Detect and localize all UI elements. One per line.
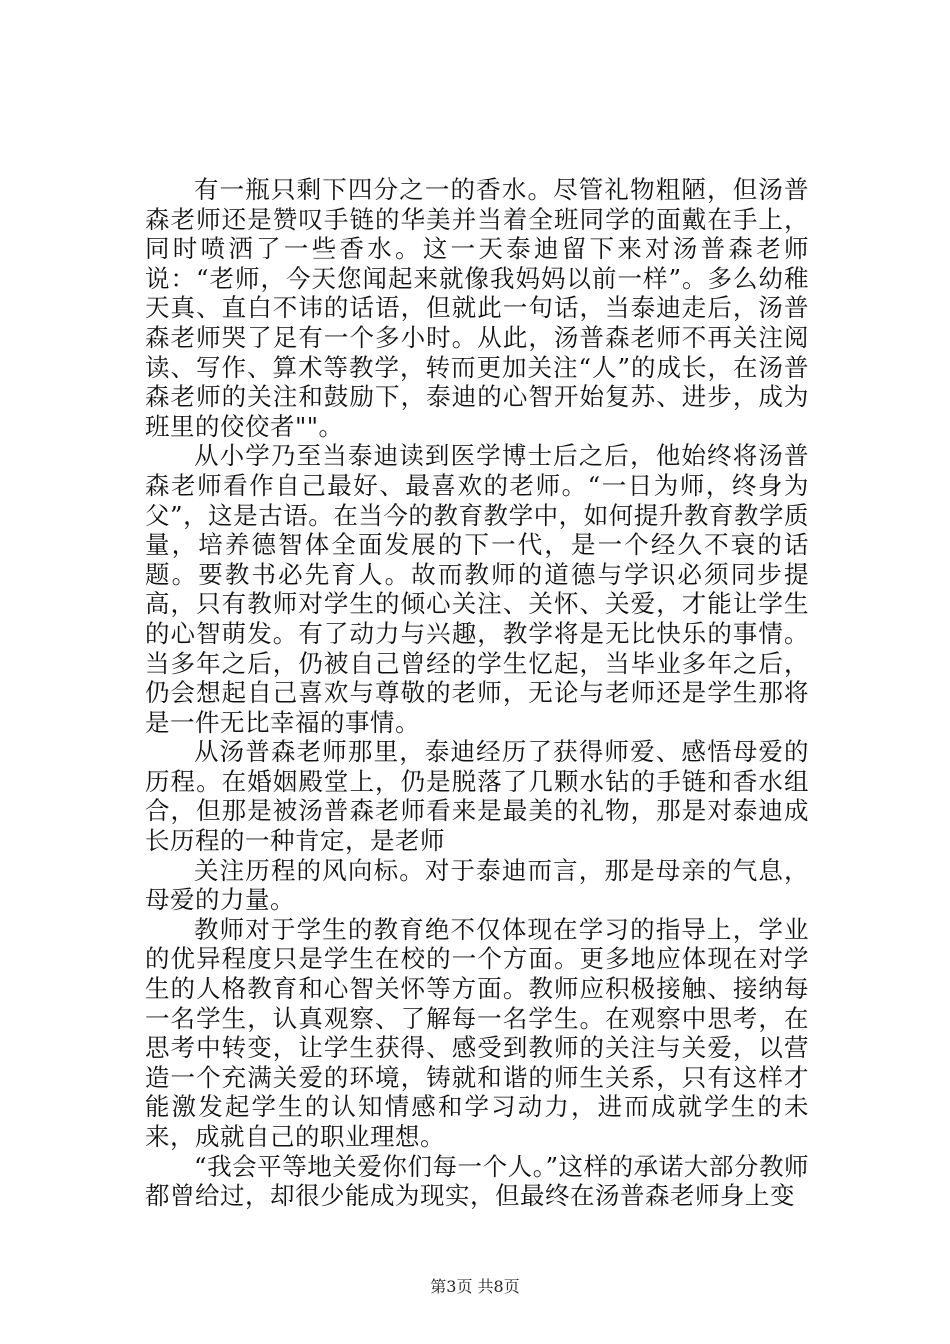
body-text (145, 175, 809, 1211)
paragraph-4: 关注历程的风向标。对于泰迪而言，那是母亲的气息，母爱的力量。 (145, 855, 809, 915)
paragraph-6: “我会平等地关爱你们每一个人。”这样的承诺大部分教师都曾给过，却很少能成为现实，但最终在汤普森老师身上变 (145, 1151, 809, 1211)
paragraph-2: 从小学乃至当泰迪读到医学博士后之后，他始终将汤普森老师看作自己最好、最喜欢的老师。“一日为师，终身为父”，这是古语。在当今的教育教学中，如何提升教育教学质量，培养德智体全面发展的下一代，是一个经久不衰的话题。要教书必先育人。故而教师的道德与学识必须同步提高，只有教师对学生的倾心关注、关怀、关爱，才能让学生的心智萌发。有了动力与兴趣，教学将是无比快乐的事情。当多年之后，仍被自己曾经的学生忆起，当毕业多年之后，仍会想起自己喜欢与尊敬的老师，无论与老师还是学生那将是一件无比幸福的事情。 (145, 441, 809, 737)
paragraph-3: 从汤普森老师那里，泰迪经历了获得师爱、感悟母爱的历程。在婚姻殿堂上，仍是脱落了几颗水钻的手链和香水组合，但那是被汤普森老师看来是最美的礼物，那是对泰迪成长历程的一种肯定，是老师 (145, 737, 809, 856)
paragraph-5: 教师对于学生的教育绝不仅体现在学习的指导上，学业的优异程度只是学生在校的一个方面。更多地应体现在对学生的人格教育和心智关怀等方面。教师应积极接触、接纳每一名学生，认真观察、了解每一名学生。在观察中思考，在思考中转变，让学生获得、感受到教师的关注与关爱，以营造一个充满关爱的环境，铸就和谐的师生关系，只有这样才能激发起学生的认知情感和学习动力，进而成就学生的未来，成就自己的职业理想。 (145, 914, 809, 1151)
page-footer: 第3页 共8页 (430, 1277, 520, 1296)
paragraph-1: 有一瓶只剩下四分之一的香水。尽管礼物粗陋，但汤普森老师还是赞叹手链的华美并当着全班同学的面戴在手上，同时喷洒了一些香水。这一天泰迪留下来对汤普森老师说：“老师，今天您闻起来就像我妈妈以前一样”。多么幼稚天真、直白不讳的话语，但就此一句话，当泰迪走后，汤普森老师哭了足有一个多小时。从此，汤普森老师不再关注阅读、写作、算术等教学，转而更加关注“人”的成长，在汤普森老师的关注和鼓励下，泰迪的心智开始复苏、进步，成为班里的佼佼者""。 (145, 175, 809, 441)
